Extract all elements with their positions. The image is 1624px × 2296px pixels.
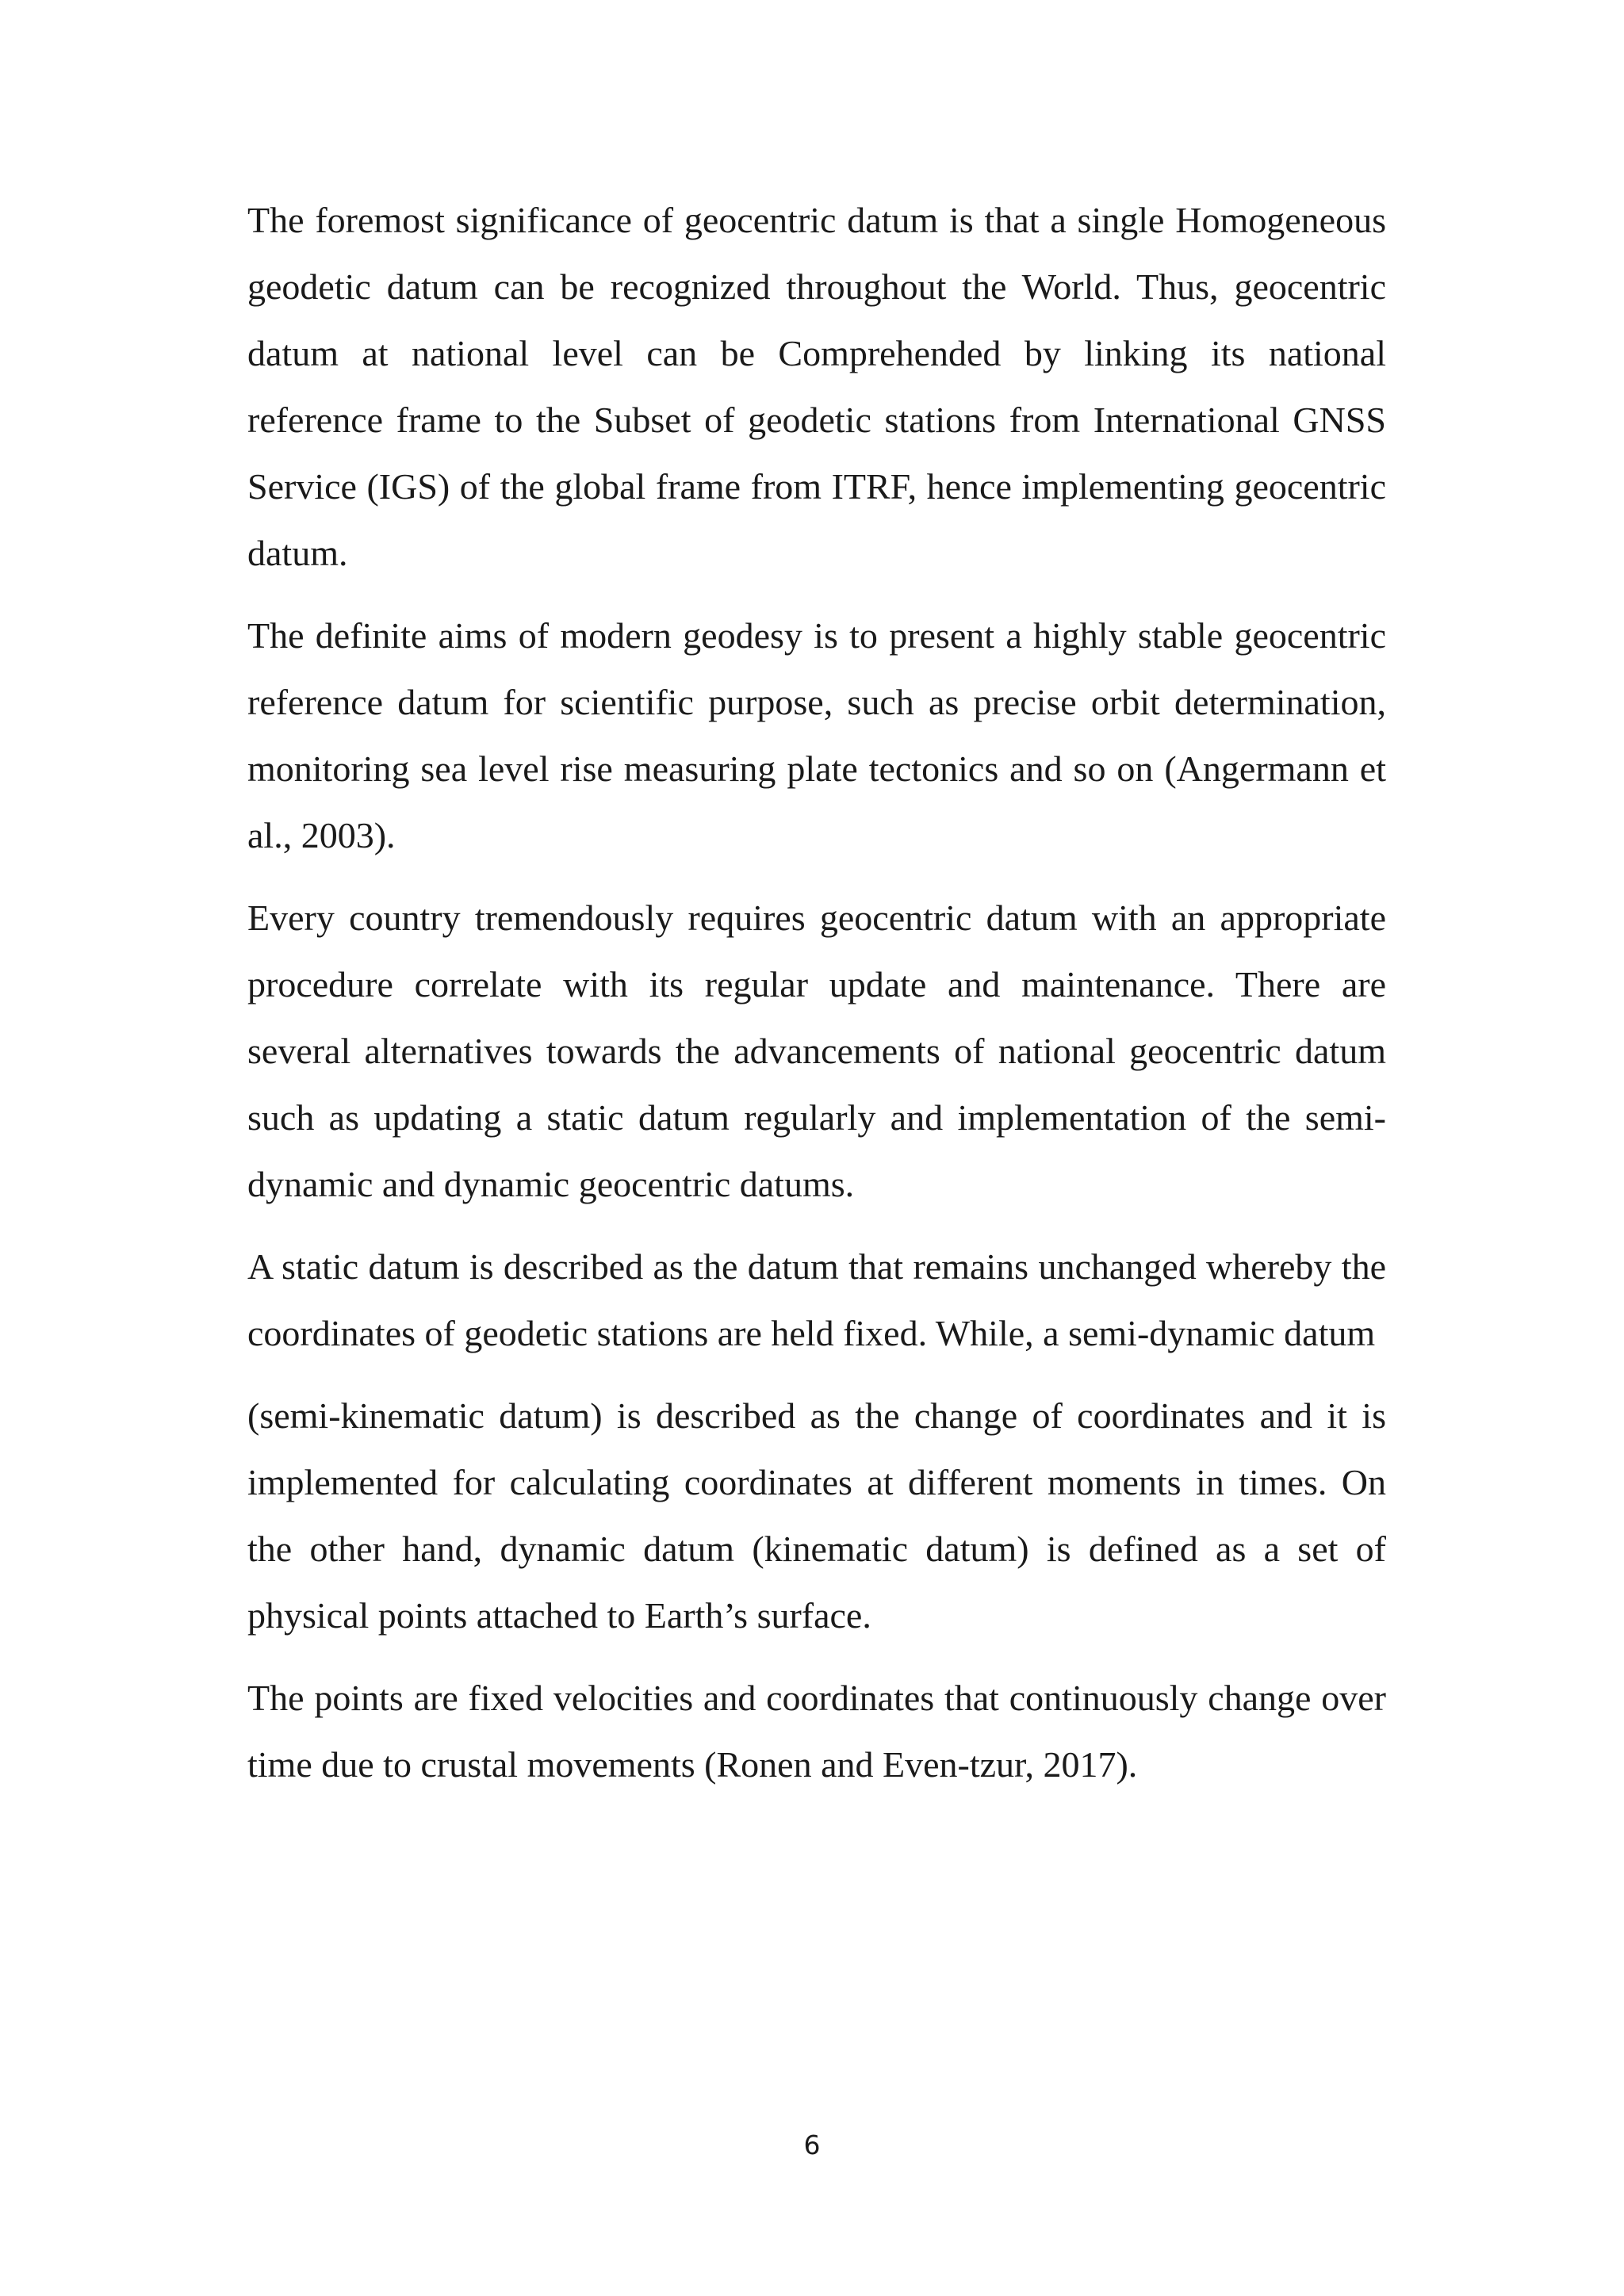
page-number: 6	[803, 2130, 821, 2160]
paragraph-national-datum-requirements: Every country tremendously requires geocentric datum with an appropriate procedure correlate with its regular update and maintenance. There are several alternatives towards the advancements of national geocentric datum such as updating a static datum regularly and implementation of the semi-dynamic and dynamic geocentric datums.	[247, 897, 1386, 1204]
paragraph-static-datum: A static datum is described as the datum that remains unchanged whereby the coordinates of geodetic stations are held fixed. While, a semi-dynamic datum	[247, 1246, 1386, 1353]
paragraph-crustal-movements: The points are fixed velocities and coordinates that continuously change over time due to crustal movements (Ronen and Even-tzur, 2017).	[247, 1678, 1386, 1785]
body-text	[247, 187, 1386, 1814]
paragraph-semi-kinematic-datum: (semi-kinematic datum) is described as the change of coordinates and it is implemented for calculating coordinates at different moments in times. On the other hand, dynamic datum (kinematic datum) is defined as a set of physical points attached to Earth’s surface.	[247, 1395, 1386, 1636]
paragraph-modern-geodesy-aims: The definite aims of modern geodesy is to present a highly stable geocentric reference datum for scientific purpose, such as precise orbit determination, monitoring sea level rise measuring plate tectonics and so on (Angermann et al., 2003).	[247, 615, 1386, 855]
paragraph-geocentric-significance: The foremost significance of geocentric datum is that a single Homogeneous geodetic datum can be recognized throughout the World. Thus, geocentric datum at national level can be Comprehended by linking its national reference frame to the Subset of geodetic stations from International GNSS Service (IGS) of the global frame from ITRF, hence implementing geocentric datum.	[247, 200, 1386, 573]
